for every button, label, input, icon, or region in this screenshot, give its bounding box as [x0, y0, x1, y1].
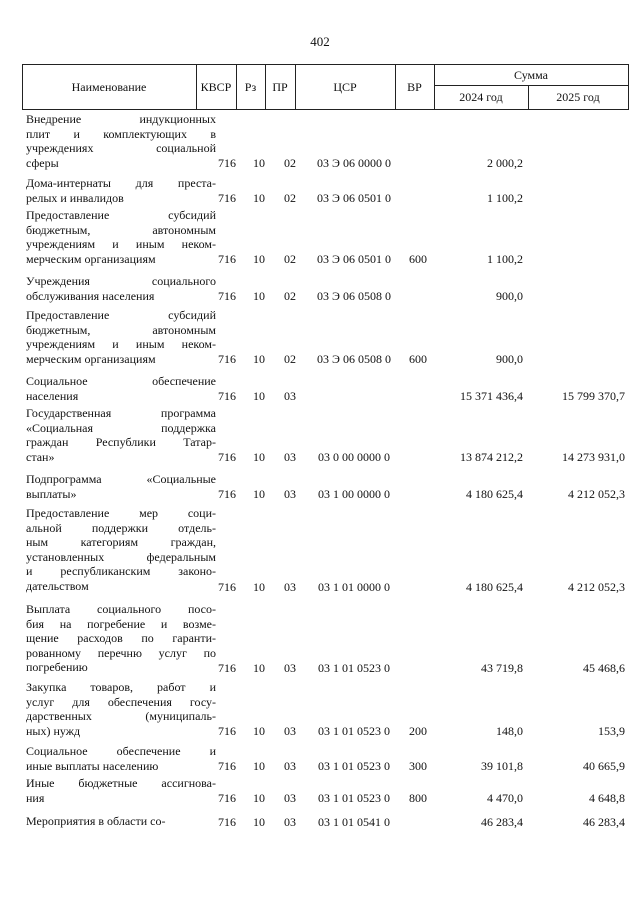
row-sum-2025: 4 212 052,3 — [568, 487, 625, 501]
header-name: Наименование — [71, 79, 147, 94]
row-rz: 10 — [253, 724, 265, 738]
row-csr: 03 Э 06 0501 0 — [317, 191, 391, 205]
row-name-line: щение расходов по гаранти- — [26, 631, 216, 646]
row-name-line: Дома-интернаты для преста- — [26, 176, 216, 190]
row-sum-2024: 4 180 625,4 — [466, 487, 523, 501]
row-name-line: услуг для обеспечения госу- — [26, 694, 216, 709]
row-pr: 03 — [284, 487, 296, 501]
row-rz: 10 — [253, 191, 265, 205]
row-csr: 03 Э 06 0508 0 — [317, 289, 391, 303]
row-rz: 10 — [253, 580, 265, 594]
row-csr: 03 1 01 0523 0 — [318, 724, 390, 738]
row-pr: 03 — [284, 759, 296, 773]
row-csr: 03 1 01 0000 0 — [318, 580, 390, 594]
row-name-line: бюджетным, автономным — [26, 222, 216, 237]
row-name — [26, 744, 216, 773]
row-name-line: Закупка товаров, работ и — [26, 680, 216, 694]
table-row — [22, 602, 629, 675]
row-sum-2024: 2 000,2 — [487, 156, 523, 170]
table-row — [22, 112, 629, 170]
row-rz: 10 — [253, 759, 265, 773]
row-pr: 02 — [284, 252, 296, 266]
row-kvsr: 716 — [218, 352, 236, 366]
row-name-line: иные выплаты населению — [26, 758, 159, 773]
row-kvsr: 716 — [218, 389, 236, 403]
row-name — [26, 374, 216, 403]
row-sum-2024: 900,0 — [496, 352, 523, 366]
row-name-line: сферы — [26, 155, 59, 170]
row-sum-2025: 4 212 052,3 — [568, 580, 625, 594]
header-kvsr: КВСР — [200, 79, 232, 94]
row-sum-2025: 15 799 370,7 — [562, 389, 625, 403]
table-row — [22, 776, 629, 805]
row-sum-2024: 1 100,2 — [487, 191, 523, 205]
row-rz: 10 — [253, 389, 265, 403]
row-pr: 03 — [284, 815, 296, 829]
row-kvsr: 716 — [218, 450, 236, 464]
row-name-line: «Социальная поддержка — [26, 420, 216, 435]
row-vr: 600 — [409, 252, 427, 266]
row-name-line: ным категориям граждан, — [26, 535, 216, 550]
row-name — [26, 208, 216, 266]
row-name — [26, 814, 216, 829]
row-sum-2024: 39 101,8 — [481, 759, 523, 773]
row-rz: 10 — [253, 252, 265, 266]
row-name-line: релых и инвалидов — [26, 190, 124, 205]
table-row — [22, 176, 629, 205]
row-pr: 02 — [284, 352, 296, 366]
row-pr: 03 — [284, 791, 296, 805]
table-row — [22, 208, 629, 266]
row-kvsr: 716 — [218, 580, 236, 594]
row-name — [26, 602, 216, 675]
row-name-line: Иные бюджетные ассигнова- — [26, 776, 216, 790]
row-name-line: ных) нужд — [26, 723, 81, 738]
row-csr: 03 1 01 0523 0 — [318, 759, 390, 773]
row-name — [26, 472, 216, 501]
row-rz: 10 — [253, 661, 265, 675]
row-pr: 03 — [284, 661, 296, 675]
table-row — [22, 274, 629, 303]
row-csr: 03 Э 06 0501 0 — [317, 252, 391, 266]
row-name-line: Социальное обеспечение — [26, 374, 216, 388]
row-csr: 03 1 01 0541 0 — [318, 815, 390, 829]
table-row — [22, 374, 629, 403]
row-name-line: учреждениям и иным неком- — [26, 237, 216, 252]
row-pr: 02 — [284, 191, 296, 205]
row-kvsr: 716 — [218, 156, 236, 170]
header-vr: ВР — [407, 79, 422, 94]
table-row — [22, 814, 629, 829]
table-row — [22, 680, 629, 738]
row-sum-2024: 46 283,4 — [481, 815, 523, 829]
table-row — [22, 308, 629, 366]
row-name-line: Мероприятия в области со- — [26, 814, 166, 828]
row-name-line: бюджетным, автономным — [26, 322, 216, 337]
row-sum-2024: 1 100,2 — [487, 252, 523, 266]
row-sum-2024: 13 874 212,2 — [460, 450, 523, 464]
row-csr: 03 1 01 0523 0 — [318, 791, 390, 805]
row-name — [26, 112, 216, 170]
row-pr: 03 — [284, 450, 296, 464]
header-2024: 2024 год — [459, 89, 503, 104]
table-header — [22, 64, 629, 110]
row-rz: 10 — [253, 791, 265, 805]
row-pr: 03 — [284, 389, 296, 403]
row-name-line: стан» — [26, 449, 55, 464]
header-2025: 2025 год — [556, 89, 600, 104]
row-kvsr: 716 — [218, 191, 236, 205]
row-kvsr: 716 — [218, 487, 236, 501]
row-name-line: Предоставление мер соци- — [26, 506, 216, 520]
row-sum-2025: 46 283,4 — [583, 815, 625, 829]
row-rz: 10 — [253, 487, 265, 501]
row-name-line: мерческим организациям — [26, 351, 156, 366]
row-sum-2024: 15 371 436,4 — [460, 389, 523, 403]
row-sum-2024: 43 719,8 — [481, 661, 523, 675]
row-name-line: выплаты» — [26, 486, 77, 501]
row-name-line: Внедрение индукционных — [26, 112, 216, 126]
header-pr: ПР — [272, 79, 288, 94]
row-name-line: Учреждения социального — [26, 274, 216, 288]
page-number: 402 — [310, 34, 330, 49]
row-name-line: граждан Республики Татар- — [26, 435, 216, 450]
row-kvsr: 716 — [218, 815, 236, 829]
row-name-line: населения — [26, 388, 79, 403]
row-kvsr: 716 — [218, 661, 236, 675]
row-csr: 03 0 00 0000 0 — [318, 450, 390, 464]
row-name-line: рованному перечню услуг по — [26, 645, 216, 660]
row-name-line: установленных федеральным — [26, 549, 216, 564]
row-rz: 10 — [253, 156, 265, 170]
row-name-line: альной поддержки отдель- — [26, 520, 216, 535]
row-name-line: учреждениям и иным неком- — [26, 337, 216, 352]
row-pr: 02 — [284, 289, 296, 303]
row-name-line: Социальное обеспечение и — [26, 744, 216, 758]
row-name-line: погребению — [26, 660, 88, 675]
header-border-right — [628, 65, 629, 109]
row-vr: 600 — [409, 352, 427, 366]
row-name — [26, 506, 216, 594]
row-rz: 10 — [253, 289, 265, 303]
row-rz: 10 — [253, 815, 265, 829]
row-csr: 03 Э 06 0000 0 — [317, 156, 391, 170]
row-kvsr: 716 — [218, 252, 236, 266]
row-name — [26, 274, 216, 303]
row-name — [26, 308, 216, 366]
row-kvsr: 716 — [218, 289, 236, 303]
row-vr: 300 — [409, 759, 427, 773]
row-csr: 03 Э 06 0508 0 — [317, 352, 391, 366]
table-row — [22, 506, 629, 594]
row-name-line: Государственная программа — [26, 406, 216, 420]
row-csr: 03 1 01 0523 0 — [318, 661, 390, 675]
row-name-line: плит и комплектующих в — [26, 126, 216, 141]
table-row — [22, 406, 629, 464]
row-name-line: мерческим организациям — [26, 251, 156, 266]
row-sum-2025: 40 665,9 — [583, 759, 625, 773]
row-kvsr: 716 — [218, 759, 236, 773]
table-row — [22, 744, 629, 773]
header-sum: Сумма — [514, 67, 548, 82]
row-name-line: и республиканским законо- — [26, 564, 216, 579]
row-pr: 02 — [284, 156, 296, 170]
row-name-line: дарственных (муниципаль- — [26, 709, 216, 724]
table-row — [22, 472, 629, 501]
row-vr: 800 — [409, 791, 427, 805]
row-sum-2024: 4 470,0 — [487, 791, 523, 805]
row-name — [26, 176, 216, 205]
row-sum-2025: 14 273 931,0 — [562, 450, 625, 464]
row-name — [26, 680, 216, 738]
row-csr: 03 1 00 0000 0 — [318, 487, 390, 501]
row-pr: 03 — [284, 724, 296, 738]
row-name-line: обслуживания населения — [26, 288, 155, 303]
row-vr: 200 — [409, 724, 427, 738]
row-name-line: дательством — [26, 578, 89, 593]
row-name-line: учреждениях социальной — [26, 141, 216, 156]
row-sum-2025: 153,9 — [598, 724, 625, 738]
row-name — [26, 776, 216, 805]
row-name-line: Предоставление субсидий — [26, 308, 216, 322]
row-name-line: Предоставление субсидий — [26, 208, 216, 222]
row-name-line: Подпрограмма «Социальные — [26, 472, 216, 486]
header-csr: ЦСР — [333, 79, 357, 94]
row-name-line: ния — [26, 790, 45, 805]
row-sum-2024: 148,0 — [496, 724, 523, 738]
row-name-line: Выплата социального посо- — [26, 602, 216, 616]
row-kvsr: 716 — [218, 724, 236, 738]
row-kvsr: 716 — [218, 791, 236, 805]
row-name — [26, 406, 216, 464]
row-name-line: бия на погребение и возме- — [26, 616, 216, 631]
row-rz: 10 — [253, 352, 265, 366]
row-sum-2025: 45 468,6 — [583, 661, 625, 675]
row-sum-2024: 4 180 625,4 — [466, 580, 523, 594]
row-sum-2024: 900,0 — [496, 289, 523, 303]
row-sum-2025: 4 648,8 — [589, 791, 625, 805]
header-rz: Рз — [244, 79, 257, 94]
row-rz: 10 — [253, 450, 265, 464]
row-pr: 03 — [284, 580, 296, 594]
